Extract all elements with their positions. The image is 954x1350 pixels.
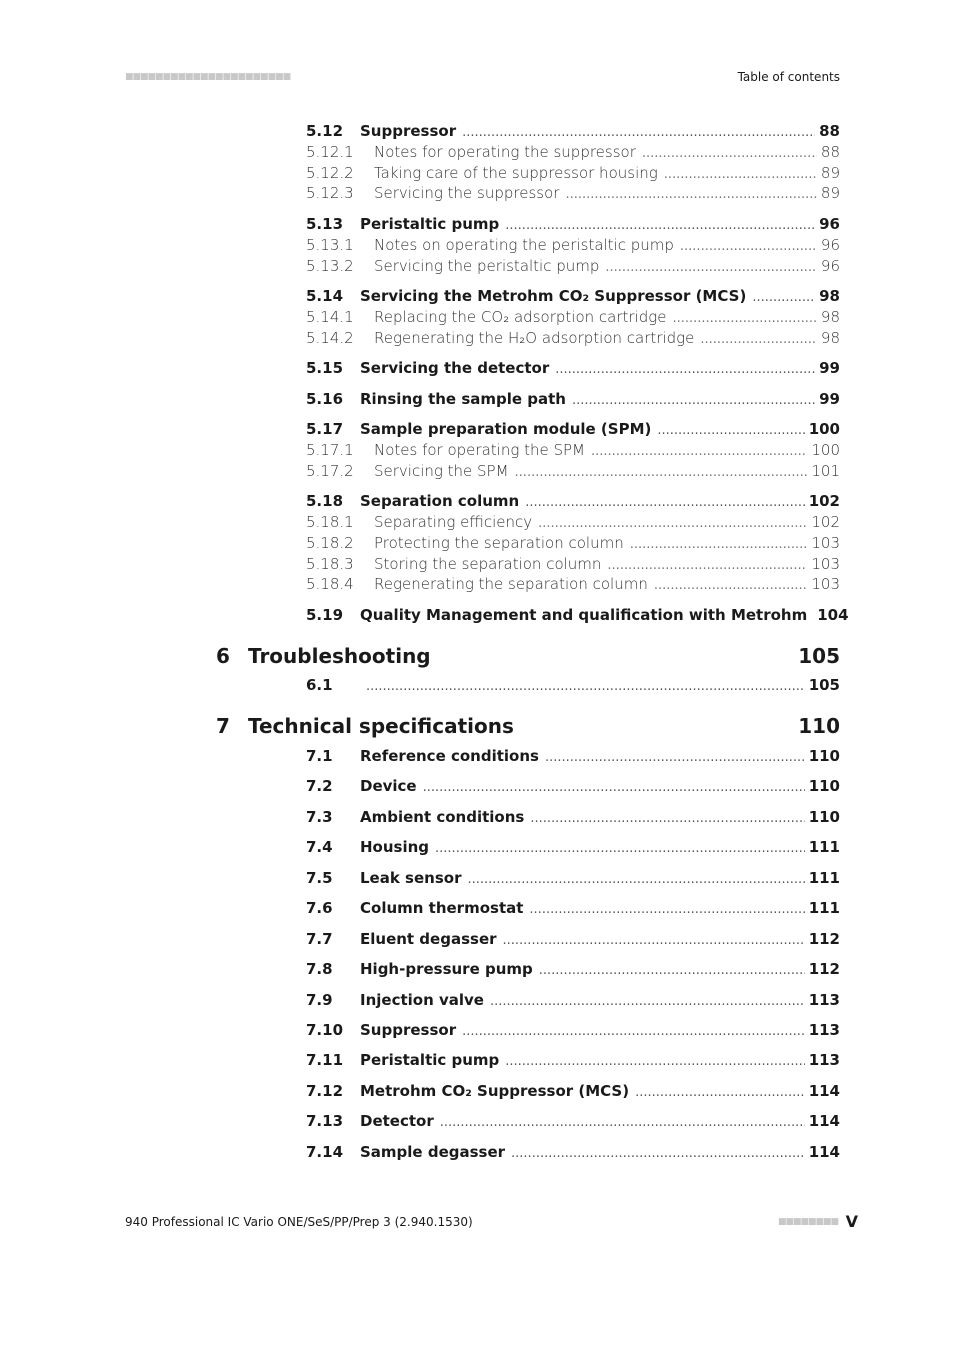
section-page: 110 (808, 777, 840, 795)
dot-leader (462, 125, 815, 140)
section-number: 7.5 (306, 869, 333, 887)
section-number: 5.12.3 (306, 184, 354, 202)
section-title: Storing the separation column (374, 555, 602, 573)
footer-document-title: 940 Professional IC Vario ONE/SeS/PP/Prep 3 (2.940.1530) (125, 1215, 473, 1229)
section-number: 5.16 (306, 390, 344, 408)
section-page: 89 (820, 184, 840, 202)
section-title: High-pressure pump (360, 960, 533, 978)
section-title: Leak sensor (360, 869, 462, 887)
section-title: Device (360, 777, 417, 795)
toc-subsection[interactable] (306, 575, 840, 595)
dot-leader (538, 516, 807, 531)
section-page: 105 (808, 676, 840, 694)
section-page: 113 (808, 991, 840, 1009)
toc-subsection[interactable] (306, 308, 840, 328)
section-number: 5.14.2 (306, 329, 354, 347)
toc-section[interactable] (306, 808, 840, 828)
section-title: Notes for operating the SPM (374, 441, 585, 459)
section-page: 88 (819, 122, 840, 140)
section-number: 5.18.3 (306, 555, 354, 573)
section-number: 7.9 (306, 991, 333, 1009)
dot-leader (539, 963, 805, 978)
section-number: 5.17 (306, 420, 344, 438)
section-title: Detector (360, 1112, 434, 1130)
dot-leader (664, 167, 817, 182)
dot-leader (680, 239, 817, 254)
dot-leader (605, 260, 817, 275)
section-number: 7.11 (306, 1051, 344, 1069)
dot-leader (462, 1024, 805, 1039)
dot-leader (529, 902, 804, 917)
section-number: 5.13 (306, 215, 344, 233)
dot-leader (572, 393, 815, 408)
section-title: Notes on operating the peristaltic pump (374, 236, 674, 254)
section-page: 103 (811, 575, 840, 593)
dot-leader (503, 933, 805, 948)
section-title: Peristaltic pump (360, 215, 500, 233)
dot-leader (435, 841, 805, 856)
section-title: Quality Management and qualification with Metrohm (360, 606, 808, 624)
dot-leader (505, 218, 815, 233)
toc-subsection[interactable] (306, 555, 840, 575)
section-number: 5.17.1 (306, 441, 354, 459)
section-number: 5.18.4 (306, 575, 354, 593)
dot-leader (366, 679, 805, 694)
toc-chapter[interactable] (216, 644, 840, 668)
footer-page-number: V (845, 1212, 858, 1231)
section-page: 96 (820, 236, 840, 254)
section-title: Separating efficiency (374, 513, 533, 531)
dot-leader (511, 1146, 805, 1161)
section-title: Ambient conditions (360, 808, 525, 826)
chapter-title: Troubleshooting (248, 644, 431, 668)
section-number: 5.17.2 (306, 462, 354, 480)
section-number: 7.4 (306, 838, 333, 856)
dot-leader (490, 994, 805, 1009)
section-title: Sample preparation module (SPM) (360, 420, 652, 438)
toc-chapter[interactable] (216, 714, 840, 738)
section-title: Housing (360, 838, 430, 856)
chapter-page: 110 (798, 714, 840, 738)
dot-leader (505, 1054, 804, 1069)
dot-leader (654, 578, 808, 593)
toc-section[interactable] (306, 1143, 840, 1163)
section-page: 96 (820, 257, 840, 275)
dot-leader (635, 1085, 805, 1100)
section-title: Servicing the suppressor (374, 184, 560, 202)
section-number: 7.12 (306, 1082, 344, 1100)
chapter-title: Technical specifications (248, 714, 514, 738)
section-number: 5.12.1 (306, 143, 354, 161)
section-title: Column thermostat (360, 899, 524, 917)
section-title: Servicing the detector (360, 359, 550, 377)
toc-subsection[interactable] (306, 534, 840, 554)
section-title: Servicing the SPM (374, 462, 509, 480)
section-page: 100 (811, 441, 840, 459)
section-title: Separation column (360, 492, 520, 510)
dot-leader (423, 780, 805, 795)
dot-leader (752, 290, 815, 305)
dot-leader (607, 558, 807, 573)
toc-section[interactable] (306, 420, 840, 440)
section-page: 102 (811, 513, 840, 531)
section-page: 99 (819, 390, 840, 408)
section-page: 111 (808, 869, 840, 887)
section-number: 5.13.1 (306, 236, 354, 254)
section-title: Servicing the Metrohm CO₂ Suppressor (MCS) (360, 287, 747, 305)
toc-section[interactable] (306, 960, 840, 980)
section-page: 100 (808, 420, 840, 438)
section-title: Regenerating the H₂O adsorption cartridge (374, 329, 695, 347)
dot-leader (467, 872, 804, 887)
section-title: Suppressor (360, 122, 457, 140)
section-page: 103 (811, 534, 840, 552)
section-number: 5.19 (306, 606, 344, 624)
section-page: 113 (808, 1021, 840, 1039)
section-page: 113 (808, 1051, 840, 1069)
dot-leader (545, 750, 805, 765)
section-title: Taking care of the suppressor housing (374, 164, 658, 182)
section-page: 103 (811, 555, 840, 573)
section-title: Notes for operating the suppressor (374, 143, 636, 161)
dot-leader (700, 332, 817, 347)
section-number: 7.3 (306, 808, 333, 826)
section-page: 96 (819, 215, 840, 233)
toc-section[interactable] (306, 899, 840, 919)
toc-section[interactable] (306, 122, 840, 142)
section-title: Regenerating the separation column (374, 575, 648, 593)
section-number: 5.14 (306, 287, 344, 305)
toc-section[interactable] (306, 1021, 840, 1041)
section-page: 110 (808, 808, 840, 826)
header-title: Table of contents (737, 70, 840, 84)
section-number: 5.12.2 (306, 164, 354, 182)
section-number: 7.10 (306, 1021, 344, 1039)
section-number: 7.13 (306, 1112, 344, 1130)
section-page: 110 (808, 747, 840, 765)
section-number: 5.13.2 (306, 257, 354, 275)
section-title: Rinsing the sample path (360, 390, 566, 408)
toc-section[interactable] (306, 676, 840, 696)
section-number: 5.15 (306, 359, 344, 377)
section-page: 99 (819, 359, 840, 377)
section-number: 5.12 (306, 122, 344, 140)
toc-section[interactable] (306, 991, 840, 1011)
chapter-number: 7 (216, 714, 230, 738)
toc-section[interactable] (306, 287, 840, 307)
chapter-number: 6 (216, 644, 230, 668)
toc-section[interactable] (306, 930, 840, 950)
toc-subsection[interactable] (306, 184, 840, 204)
section-page: 112 (808, 960, 840, 978)
toc-section[interactable] (306, 215, 840, 235)
section-number: 7.14 (306, 1143, 344, 1161)
section-number: 7.8 (306, 960, 333, 978)
section-page: 112 (808, 930, 840, 948)
chapter-page: 105 (798, 644, 840, 668)
toc-section[interactable] (306, 606, 849, 626)
dot-leader (515, 465, 808, 480)
dot-leader (672, 311, 816, 326)
toc-subsection[interactable] (306, 462, 840, 482)
toc-section[interactable] (306, 1082, 840, 1102)
section-page: 102 (808, 492, 840, 510)
toc-subsection[interactable] (306, 236, 840, 256)
section-title: Replacing the CO₂ adsorption cartridge (374, 308, 667, 326)
toc-section[interactable] (306, 1112, 840, 1132)
header-squares: ■■■■■■■■■■■■■■■■■■■■■■ (125, 72, 291, 82)
section-page: 101 (811, 462, 840, 480)
section-number: 5.18.2 (306, 534, 354, 552)
dot-leader (630, 537, 808, 552)
section-number: 6.1 (306, 676, 333, 694)
section-page: 111 (808, 838, 840, 856)
toc-section[interactable] (306, 492, 840, 512)
section-title: Protecting the separation column (374, 534, 624, 552)
toc-subsection[interactable] (306, 441, 840, 461)
section-number: 7.1 (306, 747, 333, 765)
section-title: Servicing the peristaltic pump (374, 257, 600, 275)
toc-section[interactable] (306, 838, 840, 858)
section-title: Metrohm CO₂ Suppressor (MCS) (360, 1082, 630, 1100)
dot-leader (440, 1115, 805, 1130)
dot-leader (565, 187, 816, 202)
section-page: 89 (820, 164, 840, 182)
section-page: 98 (820, 308, 840, 326)
toc-section[interactable] (306, 390, 840, 410)
footer-squares: ■■■■■■■■ (777, 1217, 838, 1227)
section-page: 111 (808, 899, 840, 917)
dot-leader (642, 146, 817, 161)
section-page: 88 (820, 143, 840, 161)
toc-subsection[interactable] (306, 513, 840, 533)
section-number: 5.18 (306, 492, 344, 510)
section-page: 98 (819, 287, 840, 305)
section-title: Sample degasser (360, 1143, 506, 1161)
section-number: 7.2 (306, 777, 333, 795)
dot-leader (591, 444, 807, 459)
section-page: 104 (817, 606, 849, 624)
dot-leader (657, 423, 804, 438)
dot-leader (555, 362, 815, 377)
toc-subsection[interactable] (306, 143, 840, 163)
section-number: 7.6 (306, 899, 333, 917)
section-page: 114 (808, 1112, 840, 1130)
toc-section[interactable] (306, 747, 840, 767)
toc-subsection[interactable] (306, 329, 840, 349)
section-page: 114 (808, 1082, 840, 1100)
toc-section[interactable] (306, 869, 840, 889)
dot-leader (525, 495, 804, 510)
section-number: 5.14.1 (306, 308, 354, 326)
toc-subsection[interactable] (306, 164, 840, 184)
toc-subsection[interactable] (306, 257, 840, 277)
dot-leader (530, 811, 804, 826)
section-title: Suppressor (360, 1021, 457, 1039)
section-page: 114 (808, 1143, 840, 1161)
section-page: 98 (820, 329, 840, 347)
section-title: Eluent degasser (360, 930, 497, 948)
toc-section[interactable] (306, 777, 840, 797)
section-title: Reference conditions (360, 747, 539, 765)
toc-section[interactable] (306, 1051, 840, 1071)
section-title: Injection valve (360, 991, 484, 1009)
section-title: Peristaltic pump (360, 1051, 500, 1069)
section-number: 7.7 (306, 930, 333, 948)
section-number: 5.18.1 (306, 513, 354, 531)
toc-section[interactable] (306, 359, 840, 379)
